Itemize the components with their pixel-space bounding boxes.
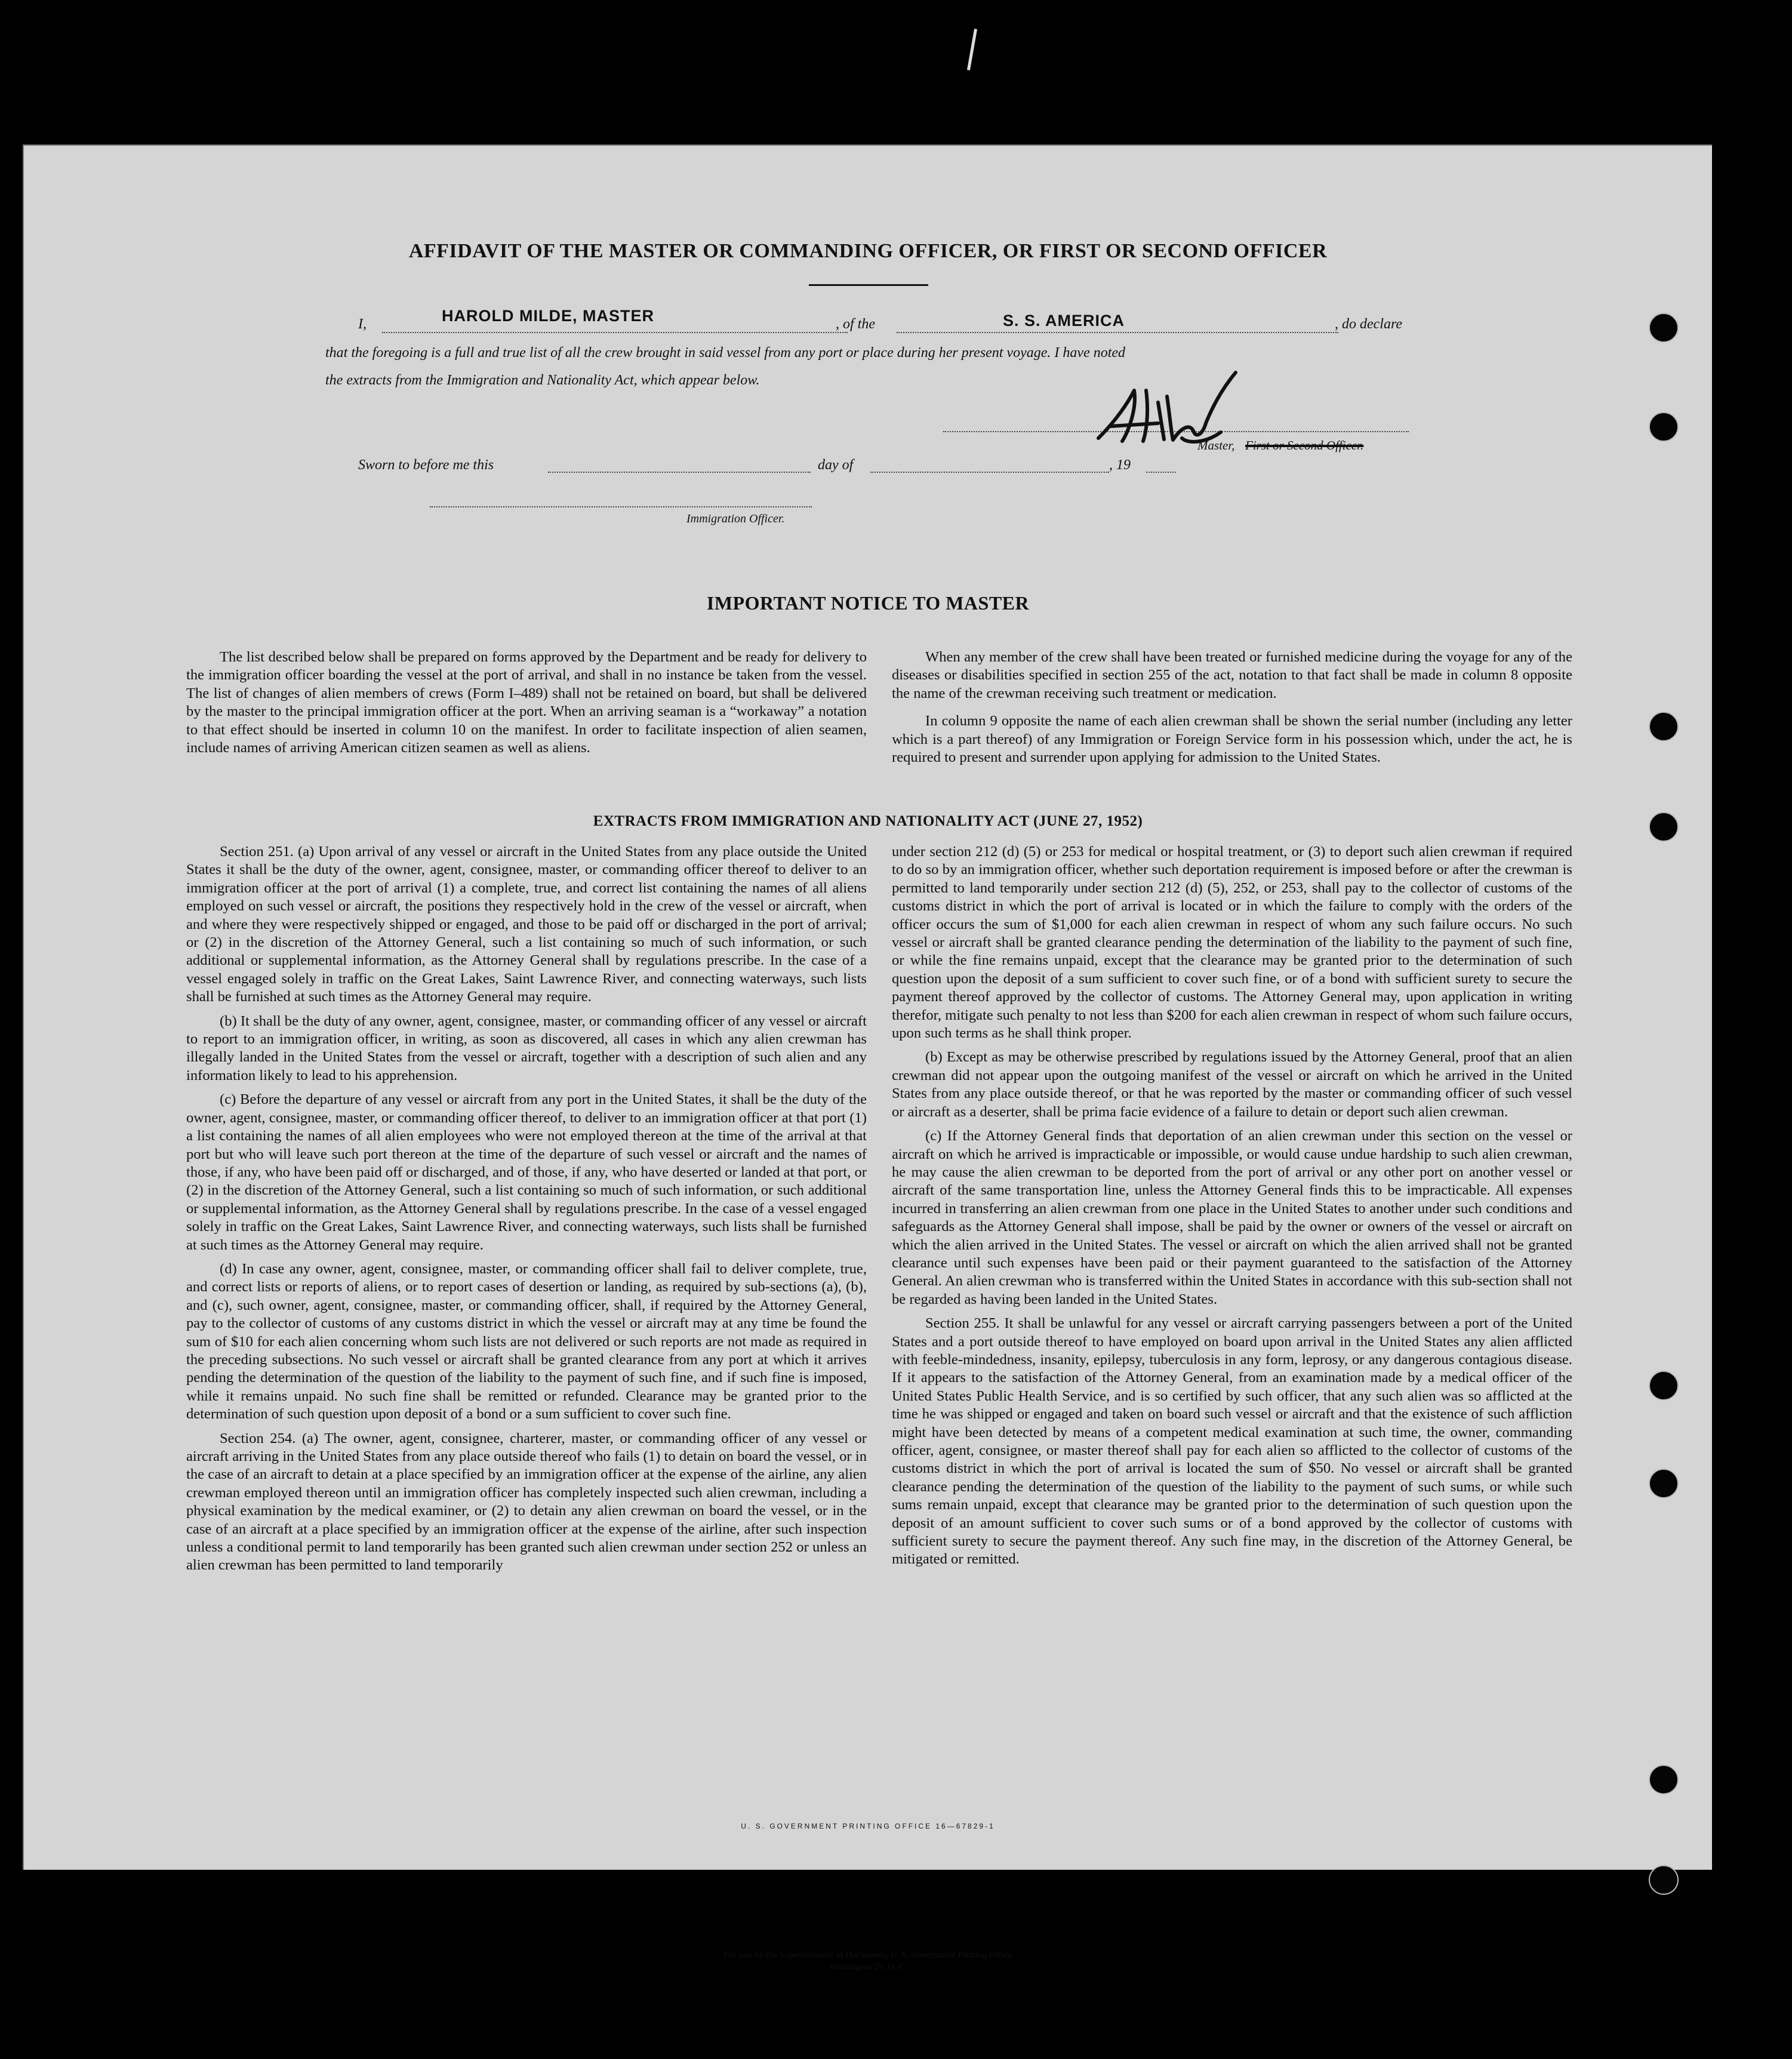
section-251-b: (b) It shall be the duty of any owner, agent, consignee, master, or commanding officer of any vessel or aircraft to report to an immigration officer, in writing, as soon as discovered, all cases in which any alien crewman has illegally landed in the United States from the vessel or aircraft, together with a description of such alien and any information likely to lead to his apprehension. [186,1012,867,1084]
name-line [382,332,848,333]
binder-hole [1649,313,1679,343]
sworn-day-line [548,472,811,473]
section-254-c: (c) If the Attorney General finds that deportation of an alien crewman under this section on the vessel or aircraft on which he arrived is impracticable or impossible, or would cause undue hardship to such alien crewman, he may cause the alien crewman to be deported from the port of arrival or any other port on another vessel or aircraft of the same transportation line, unless the Attorney General finds this to be impracticable. All expenses incurred in transferring an alien crewman from one place in the United States to another under such conditions and safeguards as the Attorney General shall impose, shall be paid by the owner or owners of the vessel or aircraft on which the alien arrived in the United States. The vessel or aircraft on which the alien arrived shall not be granted clearance until such expenses have been paid or their payment guaranteed to the satisfaction of the Attorney General. An alien crewman who is transferred within the United States in accordance with this sub-section shall not be regarded as having been landed in the United States. [892,1128,1572,1307]
section-254-a-continued: under section 212 (d) (5) or 253 for medical or hospital treatment, or (3) to deport such alien crewman if required to do so by an immigration officer, whether such deportation requirement is imposed before or after the crewman is permitted to land temporarily under section 212 (d) (5), 252, or 253, shall pay to the collector of customs of the customs district in which the port of arrival is located or in which the failure to comply with the orders of the officer occurs the sum of $1,000 for each alien crewman in respect of whom any such failure occurs. No such vessel or aircraft shall be granted clearance pending the determination of the liability to the payment of such fine, or while the fine remains unpaid, except that the clearance may be granted prior to the determination of such question upon the deposit of a sum sufficient to cover such fine, or of a bond with sufficient surety to secure the payment thereof approved by the collector of customs. The Attorney General may, upon application in writing therefor, mitigate such penalty to not less than $200 for each alien crewman in respect of whom such failure occurs, upon such terms as he shall think proper. [892,844,1572,1042]
extracts-right-column [892,843,1572,1571]
binder-hole [1649,712,1679,741]
binder-hole [1649,412,1679,442]
section-254-a: Section 254. (a) The owner, agent, consignee, charterer, master, or commanding officer of any vessel or aircraft arriving in the United States from any place outside thereof who fails (1) to detain on board the vessel, or in the case of an aircraft to detain at a place specified by an immigration officer at the expense of the airline, any alien crewman employed thereon until an immigration officer has completely inspected such alien crewman, including a physical examination by the medical examiner, or (2) to detain any alien crewman on board the vessel, or in the case of an aircraft at a place specified by an immigration officer at the expense of the airline, after such inspection unless a conditional permit to land temporarily has been granted such alien crewman under section 252 or unless an alien crewman has been permitted to land temporarily [186,1430,867,1574]
notice-right-column [892,648,1572,769]
section-254-b: (b) Except as may be otherwise prescribed by regulations issued by the Attorney General, proof that an alien crewman did not appear upon the outgoing manifest of the vessel or aircraft on which he arrived in the United States from any place outside thereof, or that he was reported by the master or commanding officer of such vessel or aircraft as a deserter, shall be prima facie evidence of a failure to detain or deport such alien crewman. [892,1049,1572,1120]
officer-line [430,506,812,507]
notice-left-column [186,648,867,759]
officer-label: Immigration Officer. [686,512,785,525]
section-251-a: Section 251. (a) Upon arrival of any vessel or aircraft in the United States from any place outside the United States it shall be the duty of the owner, agent, consignee, master, or commanding officer thereof to deliver to an immigration officer at the port of arrival (1) a complete, true, and correct list containing the names of all aliens employed on such vessel or aircraft, the positions they respectively hold in the crew of the vessel or aircraft, when and where they were respectively shipped or engaged, and those to be paid off or discharged in the port of arrival; or (2) in the discretion of the Attorney General, such a list containing so much of such information, or such additional or supplemental information, as the Attorney General shall by regulations prescribe. In the case of a vessel engaged solely in traffic on the Great Lakes, Saint Lawrence River, and connecting waterways, such lists shall be furnished at such times as the Attorney General may require. [186,844,867,1005]
sale-line-1: For sale by the Superintendent of Documents, U. S. Government Printing Office [723,1950,1012,1960]
section-251-c: (c) Before the departure of any vessel or aircraft from any port in the United States, it shall be the duty of the owner, agent, consignee, master, or commanding officer thereof, to deliver to an immigration officer at that port (1) a list containing the names of all alien employees who were not employed thereon at the time of the arrival at that port but who will leave such port thereon at the time of the departure of such vessel or aircraft and the names of those, if any, who have been paid off or discharged, and of those, if any, who have deserted or landed at that port, or (2) in the discretion of the Attorney General, such a list containing so much of such information, or such additional or supplemental information, as the Attorney General shall by regulations prescribe. In the case of a vessel engaged solely in traffic on the Great Lakes, Saint Lawrence River, and connecting waterways, such lists shall be furnished at such times as the Attorney General may require. [186,1091,867,1253]
sworn-label: Sworn to before me this [358,457,494,473]
do-declare-label: , do declare [1335,316,1403,332]
binder-hole [1649,1765,1679,1795]
master-label: Master, [1197,438,1235,453]
struck-officer-label: First or Second Officer. [1245,438,1364,453]
sale-line-2: Washington 25, D. C. [829,1962,907,1972]
affidavit-title: AFFIDAVIT OF THE MASTER OR COMMANDING OFFICER, OR FIRST OR SECOND OFFICER [408,240,1328,262]
of-the-label: , of the [836,316,875,332]
vessel-line [897,332,1338,333]
notice-right-para-2: In column 9 opposite the name of each alien crewman shall be shown the serial number (including any letter which is a part thereof) of any Immigration or Foreign Service form in his possession which, under the act, he is required to present and surrender upon applying for admission to the United States. [892,713,1572,766]
extracts-left-column [186,843,867,1577]
gpo-line: U. S. GOVERNMENT PRINTING OFFICE 16—67829-1 [741,1822,995,1830]
statement-line-1: that the foregoing is a full and true list of all the crew brought in said vessel from any port or place during her present voyage. I have noted [325,345,1126,361]
binder-hole [1649,1371,1679,1401]
section-255: Section 255. It shall be unlawful for any vessel or aircraft carrying passengers between a port of the United States and a port outside thereof to have employed on board upon arrival in the United States any alien afflicted with feeble-mindedness, insanity, epilepsy, tuberculosis in any form, leprosy, or any dangerous contagious disease. If it appears to the satisfaction of the Attorney General, from an examination made by a medical officer of the United States Public Health Service, and is so certified by such officer, that any such alien was so afflicted at the time he was shipped or engaged and taken on board such vessel or aircraft and that the existence of such affliction might have been detected by means of a competent medical examination at such time, the owner, commanding officer, agent, consignee, or master thereof shall pay for each alien so afflicted to the collector of customs of the customs district in which the port of arrival is located the sum of $50. No vessel or aircraft shall be granted clearance pending the determination of the question of the liability to the payment of such sums, or while such sums remain unpaid, except that clearance may be granted prior to the determination of such question upon the deposit of an amount sufficient to cover such sums or of a bond approved by the collector of customs with sufficient surety to secure the payment thereof. Any such fine may, in the discretion of the Attorney General, be mitigated or remitted. [892,1315,1572,1568]
year-label: , 19 [1109,457,1131,473]
year-line [1146,472,1176,473]
day-of-label: day of [818,457,854,473]
title-rule [809,284,928,286]
notice-title: IMPORTANT NOTICE TO MASTER [706,592,1030,614]
master-name: HAROLD MILDE, MASTER [442,307,654,325]
master-signature [1092,367,1248,450]
statement-line-2: the extracts from the Immigration and Nationality Act, which appear below. [325,373,760,388]
binder-hole [1649,1469,1679,1498]
notice-left-para: The list described below shall be prepared on forms approved by the Department and be ready for delivery to the immigration officer boarding the vessel at the port of arrival, and shall in no instance be taken from the vessel. The list of changes of alien members of crews (Form I–489) shall not be retained on board, but shall be delivered by the master to the principal immigration officer at the port. When an arriving seaman is a “workaway” a notation to that effect should be inserted in column 10 on the manifest. In order to facilitate inspection of alien seamen, include names of arriving American citizen seamen as well as aliens. [186,649,867,756]
binder-hole [1649,812,1679,842]
vessel-name: S. S. AMERICA [1003,312,1125,330]
i-label: I, [358,316,367,332]
form-page [23,144,1712,1972]
extracts-title: EXTRACTS FROM IMMIGRATION AND NATIONALITY ACT (JUNE 27, 1952) [593,813,1143,829]
binder-hole [1649,1865,1679,1895]
section-251-d: (d) In case any owner, agent, consignee, master, or commanding officer shall fail to deliver complete, true, and correct lists or reports of aliens, or to report cases of desertion or landing, as required by sub-sections (a), (b), and (c), such owner, agent, consignee, master, or commanding officer, shall, if required by the Attorney General, pay to the collector of customs of any customs district in which the vessel or aircraft may at any time be found the sum of $10 for each alien concerning whom such lists are not delivered or such reports are not made as required in the preceding subsections. No such vessel or aircraft shall be granted clearance from any port at which it arrives pending the determination of the question of the liability to the payment of such fine, and if such fine is imposed, while it remains unpaid. No such fine shall be remitted or refunded. Clearance may be granted prior to the determination of such question upon deposit of a bond or a sum sufficient to cover such fine. [186,1260,867,1423]
sworn-month-line [870,472,1109,473]
notice-right-para-1: When any member of the crew shall have been treated or furnished medicine during the voyage for any of the diseases or disabilities specified in section 255 of the act, notation to that fact shall be made in column 8 opposite the name of the crewman receiving such treatment or medication. [892,649,1572,701]
scan-mark [967,29,977,70]
